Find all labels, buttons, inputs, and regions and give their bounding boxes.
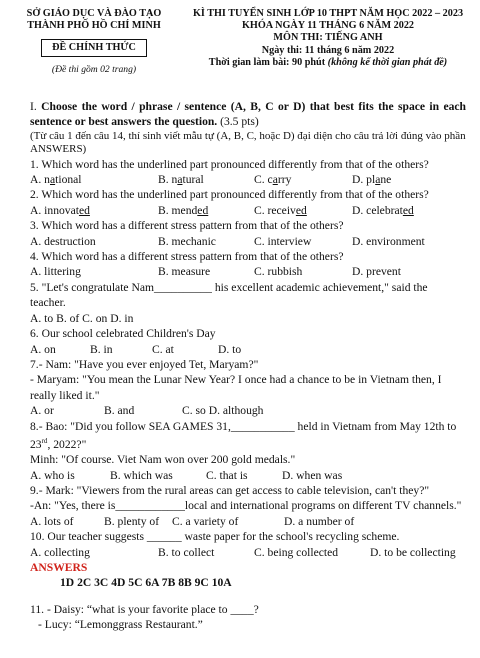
- q10-option-c: C. being collected: [254, 545, 339, 559]
- q6-option-c: C. at: [152, 342, 174, 356]
- answers-list: 1D 2C 3C 4D 5C 6A 7B 8B 9C 10A: [60, 576, 232, 590]
- section-title: Choose the word / phrase / sentence (A, B, C or D) that best fits the space in each sentence or best answers the question.: [30, 100, 466, 129]
- q3-option-a: A. destruction: [30, 234, 96, 248]
- time-label: Thời gian làm bài: 90 phút: [208, 56, 328, 68]
- q8-option-b: B. which was: [110, 468, 173, 482]
- q8-option-a: A. who is: [30, 468, 75, 482]
- q9-line2: -An: "Yes, there is____________local and international programs on different TV channels.": [30, 499, 462, 513]
- q2-options: [30, 203, 466, 218]
- q1-option-b: B. natural: [158, 173, 204, 187]
- q2-option-b: B. mended: [158, 203, 209, 217]
- q7-option-a: A. or: [30, 404, 54, 418]
- q11-line1: 11. - Daisy: “what is your favorite place to ____?: [30, 602, 259, 616]
- official-badge: ĐỀ CHÍNH THỨC: [41, 39, 147, 57]
- q4-options: [30, 264, 466, 279]
- q8-line1: 8.- Bao: "Did you follow SEA GAMES 31,___________ held in Vietnam from May 12th to 23rd, 2022?": [30, 419, 457, 451]
- exam-title: KÌ THI TUYỂN SINH LỚP 10 THPT NĂM HỌC 2022 – 2023: [192, 8, 464, 19]
- exam-date: Ngày thi: 11 tháng 6 năm 2022: [261, 44, 395, 56]
- q8-option-c: C. that is: [206, 468, 248, 482]
- q7-option-b: B. and: [104, 404, 135, 418]
- q2-option-c: C. received: [254, 203, 307, 217]
- q4-option-a: A. littering: [30, 265, 81, 279]
- q9-option-d: D. a number of: [284, 514, 355, 528]
- header-left: [14, 8, 174, 76]
- q3-options: [30, 234, 466, 249]
- department-name: SỞ GIÁO DỤC VÀ ĐÀO TẠO: [26, 8, 162, 19]
- exam-body: [30, 99, 466, 633]
- q6-option-b: B. in: [90, 342, 113, 356]
- q6-option-d: D. to: [218, 342, 242, 356]
- section-number: I.: [30, 100, 42, 113]
- q7-option-cd: C. so D. although: [182, 404, 264, 418]
- q1-options: [30, 172, 466, 187]
- q2-option-d: D. celebrated: [352, 203, 414, 217]
- q2-stem: 2. Which word has the underlined part pronounced differently from that of the others?: [30, 188, 429, 202]
- q7-options: [30, 403, 466, 418]
- q6-option-a: A. on: [30, 342, 56, 356]
- q1-option-a: A. national: [30, 173, 82, 187]
- q10-option-d: D. to be collecting: [370, 545, 456, 559]
- section-points: (3.5 pts): [217, 115, 259, 129]
- q3-option-d: D. environment: [352, 234, 425, 248]
- q4-option-d: D. prevent: [352, 265, 401, 279]
- q10-stem: 10. Our teacher suggests ______ waste paper for the school's recycling scheme.: [30, 530, 400, 544]
- q8-option-d: D. when was: [282, 468, 343, 482]
- pages-note: (Đề thi gồm 02 trang): [51, 64, 137, 75]
- q11-line2: - Lucy: “Lemonggrass Restaurant.”: [38, 618, 203, 632]
- answers-label: ANSWERS: [30, 561, 88, 575]
- q1-option-c: C. carry: [254, 173, 292, 187]
- city-name: THÀNH PHỐ HỒ CHÍ MINH: [27, 20, 161, 31]
- q9-options: [30, 514, 466, 529]
- q1-option-d: D. plane: [352, 173, 392, 187]
- time-note: (không kể thời gian phát đề): [327, 56, 448, 68]
- q5-options: A. to B. of C. on D. in: [30, 311, 134, 325]
- q9-option-b: B. plenty of: [104, 514, 160, 528]
- exam-subject: MÔN THI: TIẾNG ANH: [273, 32, 383, 44]
- q4-stem: 4. Which word has a different stress pattern from that of the others?: [30, 250, 344, 264]
- q10-options: [30, 545, 466, 560]
- q10-option-a: A. collecting: [30, 545, 90, 559]
- q7-line2: - Maryam: "You mean the Lunar New Year? I once had a chance to be in Vietnam then, I really liked it.": [30, 373, 442, 402]
- q8-line2: Minh: "Of course. Viet Nam won over 200 gold medals.": [30, 453, 296, 467]
- q4-option-b: B. measure: [158, 265, 211, 279]
- q9-option-a: A. lots of: [30, 514, 74, 528]
- q3-stem: 3. Which word has a different stress pattern from that of the others?: [30, 219, 344, 233]
- exam-time: [182, 57, 474, 69]
- section-instruction: (Từ câu 1 đến câu 14, thí sinh viết mẫu tự (A, B, C, hoặc D) đại diện cho câu trả lời đúng vào phần ANSWERS): [30, 129, 466, 156]
- q4-option-c: C. rubbish: [254, 265, 303, 279]
- q9-line1: 9.- Mark: "Viewers from the rural areas can get access to cable television, can't they?": [30, 484, 430, 498]
- q2-option-a: A. innovated: [30, 203, 90, 217]
- q8-options: [30, 468, 466, 483]
- q6-stem: 6. Our school celebrated Children's Day: [30, 327, 216, 341]
- section-heading: [30, 99, 466, 130]
- q7-line1: 7.- Nam: "Have you ever enjoyed Tet, Maryam?": [30, 357, 259, 371]
- q5-stem: 5. "Let's congratulate Nam__________ his excellent academic achievement," said the teacher.: [30, 280, 428, 310]
- q9-option-c: C. a variety of: [172, 514, 239, 528]
- q10-option-b: B. to collect: [158, 545, 215, 559]
- exam-session: KHÓA NGÀY 11 THÁNG 6 NĂM 2022: [241, 20, 415, 32]
- q3-option-c: C. interview: [254, 234, 312, 248]
- q1-stem: 1. Which word has the underlined part pronounced differently from that of the others?: [30, 157, 429, 171]
- header-right: [182, 8, 474, 69]
- q6-options: [30, 342, 466, 357]
- q3-option-b: B. mechanic: [158, 234, 216, 248]
